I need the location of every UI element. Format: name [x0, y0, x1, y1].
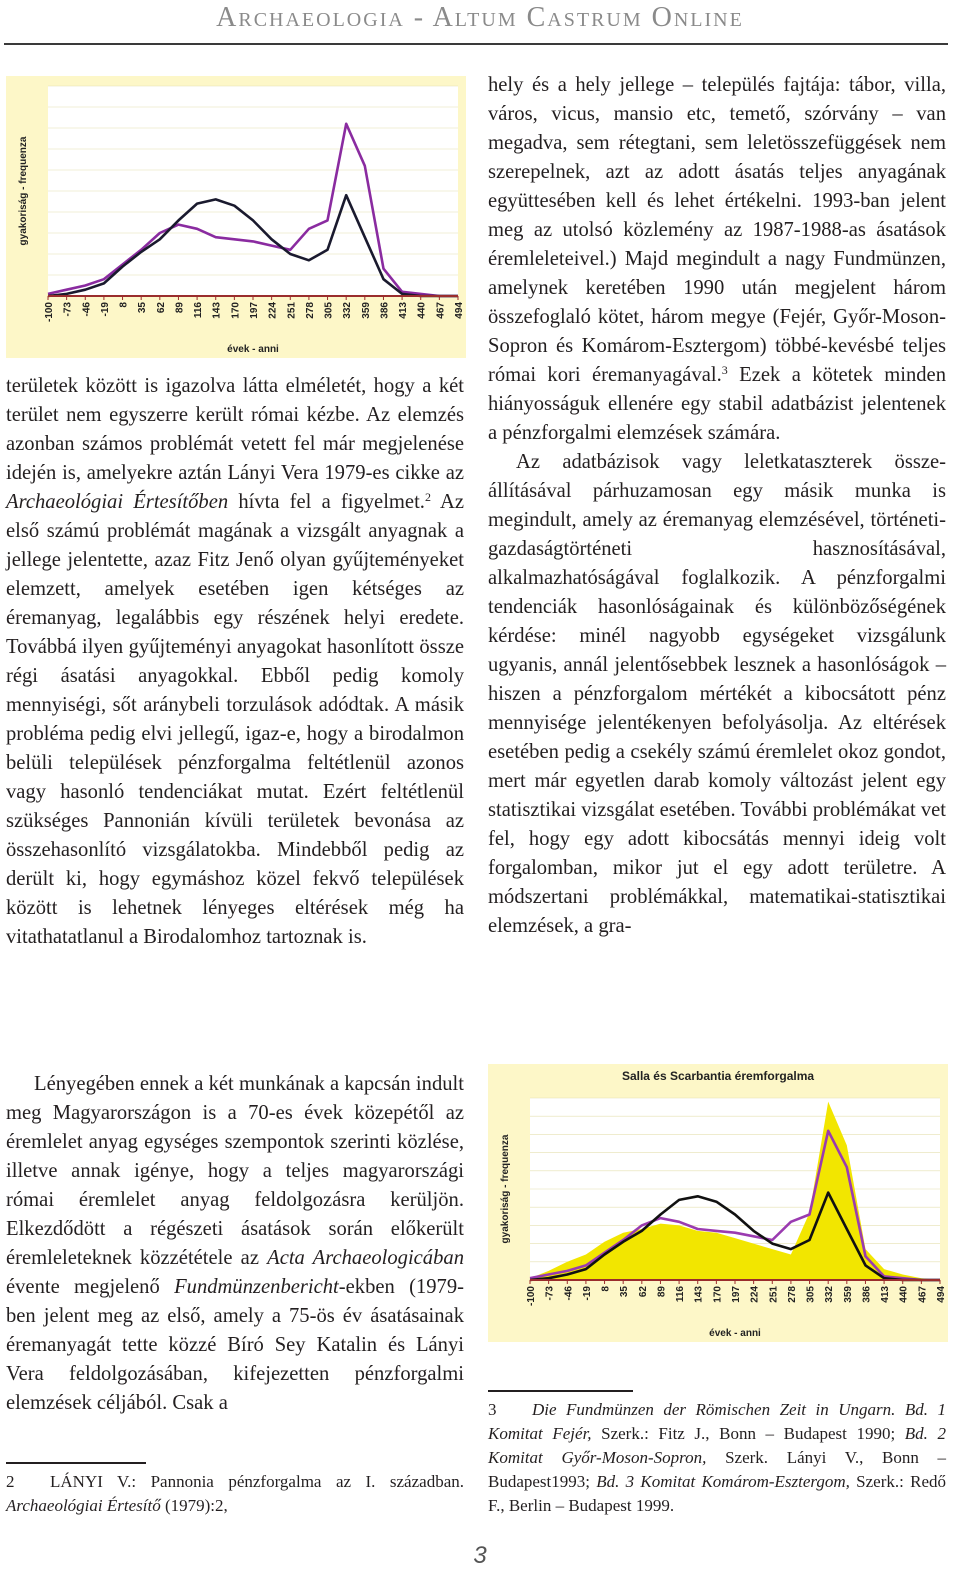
italic-text: Die Fundmünzen der Römischen Zeit in Ungarn. Bd. 1 Komitat Fejér,	[488, 1400, 946, 1443]
text: LÁNYI V.: Pannonia pénzforgalma az I. században.	[50, 1472, 464, 1491]
x-axis-label: évek - anni	[709, 1328, 761, 1339]
x-tick-label: 62	[637, 1286, 649, 1298]
x-tick-label: 143	[693, 1286, 705, 1303]
paragraph	[6, 372, 464, 952]
x-tick-label: 494	[936, 1286, 947, 1303]
footnote-rule-right	[488, 1390, 633, 1392]
chart-1	[6, 76, 466, 358]
text: Az első számú problémát magának a vizsgált anyagnak a jellege jelentette, azaz Fitz Jenő olyan gyűjteményeket elemzett, amelyek esetében igen kétséges az éremanyag, legalábbis egy részének helyi eredete. Továbbá ilyen gyűjteményi anyagokat hasonlított össze régi ásatási anyagokkal. Ebből pedig komoly mennyiségi, sőt aránybeli torzulások adódtak. A másik probléma pedig elvi jellegű, igaz-e, hogy a birodalmon belüli települések pénzforgalma feltétlenül azonos vagy hasonló tendenciákat mutat. Ezért feltétlenül szükséges Pannonián kívüli területek bevonása az összehasonlító vizsgálatokba. Mindebből pedig az derült ki, hogy egymáshoz közel fekvő települések között is lehetnek lényeges eltérések még ha vitathatatlanul a Birodalomhoz tartoznak is.	[6, 491, 464, 948]
x-tick-label: 8	[600, 1286, 612, 1292]
x-tick-label: 413	[398, 302, 410, 319]
x-tick-label: 251	[286, 302, 298, 319]
x-tick-label: 386	[861, 1286, 873, 1303]
footnote-ref-2[interactable]: 2	[424, 490, 431, 504]
x-tick-label: 170	[712, 1286, 724, 1303]
x-tick-label: -73	[62, 302, 74, 317]
x-tick-label: -100	[526, 1286, 537, 1307]
journal-title: Archaeologia - Altum Castrum Online	[216, 2, 744, 33]
x-tick-label: -19	[581, 1286, 593, 1301]
x-tick-label: 413	[880, 1286, 892, 1303]
x-tick-label: 170	[230, 302, 242, 319]
left-column-upper	[6, 372, 464, 952]
running-header	[0, 0, 960, 46]
footnote-3	[488, 1398, 946, 1518]
x-tick-label: -100	[44, 302, 55, 323]
x-tick-label: 197	[249, 302, 260, 319]
text: hely és a hely jellege – település fajtája: tábor, villa, város, vicus, mansio etc, temető, szórvány – van megadva, sem rétegtani, sem leletösszefüggések nem szerepelnek, azt az adott ásatás teljes anyagának együttesében kell és lehet értékelni. 1993-ban jelent meg az utolsó közlemény az 1987-1988-as ásatások éremleleteivel.) Majd megindult a nagy Fundmünzen, amelynek keretében 1990 után megjelent három összefoglaló kötet, három megye (Fejér, Győr-Moson-Sopron és Komárom-Esztergom) többé-kevésbé teljes római kori éremanyagával.	[488, 74, 946, 386]
x-tick-label: 143	[211, 302, 223, 319]
text: Lényegében ennek a két munkának a kapcsán indult meg Magyarországon is a 70-es évek közepétől az éremlelet anyag egységes szempontok szerinti közlése, illetve annak igénye, hogy a teljes magyarországi római éremlelet anyag feldolgozásra kerüljön. Elkezdődött a régészeti ásatások során előkerült éremleleteknek közzététele az	[6, 1073, 464, 1269]
x-tick-label: 278	[786, 1286, 798, 1303]
x-tick-label: 278	[304, 302, 316, 319]
x-tick-label: 224	[749, 1286, 761, 1303]
text: Szerk.: Redő F., Berlin – Budapest 1999.	[488, 1472, 946, 1515]
x-tick-label: 440	[416, 302, 428, 319]
chart-2-svg	[488, 1064, 948, 1342]
x-tick-label: 251	[768, 1286, 780, 1303]
x-tick-label: 35	[137, 302, 149, 314]
header-rule	[4, 43, 948, 45]
footnote-rule-left	[6, 1462, 146, 1464]
italic-text: Archaeológiai Értesítő	[6, 1496, 161, 1515]
x-tick-label: 35	[619, 1286, 631, 1298]
y-axis-label: gyakoriság - frequenza	[500, 1134, 511, 1244]
x-tick-label: 332	[342, 302, 354, 319]
x-tick-label: 89	[174, 302, 186, 314]
footnote-ref-3[interactable]: 3	[721, 363, 728, 377]
x-tick-label: 359	[360, 302, 372, 319]
x-axis-label: évek - anni	[227, 344, 279, 355]
paragraph	[488, 71, 946, 448]
italic-text: Fundmünzenbericht	[174, 1276, 339, 1298]
text: évente megjelenő	[6, 1276, 175, 1298]
x-tick-label: -46	[563, 1286, 575, 1301]
x-tick-label: 224	[267, 302, 279, 319]
text: Szerk. Lányi V., Bonn – Budapest1993;	[488, 1448, 947, 1491]
x-tick-label: 305	[805, 1286, 817, 1303]
chart-title: Salla és Scarbantia éremforgalma	[621, 1069, 815, 1083]
chart-2	[488, 1064, 948, 1342]
paragraph	[488, 448, 946, 941]
x-tick-label: 197	[731, 1286, 742, 1303]
page-number: 3	[473, 1542, 487, 1569]
text: Az adatbázisok vagy leletkataszterek összeállításával párhuzamosan egy másik munka is megindult, amely az éremanyag elemzésével, történeti-gazdaságtörténeti hasznosításával, alkalmazhatóságával foglalkozik. A pénzforgalmi tendenciák hasonlóságainak és különbözőségének kérdése: minél nagyobb egységeket vizsgálunk ugyanis, annál jelentősebbek lesznek a hasonlóságok – hiszen a pénzforgalom mértékét a kibocsátott pénz mennyisége jelentékenyen befolyásolja. Az eltérések esetében pedig a csekély számú éremlelet okoz gondot, mert már egyetlen darab komoly változást jelent egy statisztikai vizsgálat esetében. További problémákat vet fel, hogy egy adott kibocsátás mennyi ideig volt forgalomban, mikor jut el egy adott területre. A módszertani problémákkal, matematikai-statisztikai elemzések, a gra-	[488, 451, 946, 937]
x-tick-label: -73	[544, 1286, 556, 1301]
right-column	[488, 71, 946, 941]
x-tick-label: 359	[842, 1286, 854, 1303]
footnote-2	[6, 1470, 464, 1518]
text: (1979):2,	[160, 1496, 228, 1515]
y-axis-label: gyakoriság - frequenza	[18, 136, 29, 246]
x-tick-label: 332	[824, 1286, 836, 1303]
x-tick-label: 8	[118, 302, 130, 308]
paragraph	[6, 1070, 464, 1418]
x-tick-label: 386	[379, 302, 391, 319]
text: -ekben (1979-ben jelent meg az első, amely a 75-ös év ásatásainak éremanyagát tette közzé Bíró Sey Katalin és Lányi Vera feldolgozásában, kifejezetten pénzforgalmi elemzések céljából. Csak a	[6, 1276, 464, 1414]
x-tick-label: 116	[675, 1286, 687, 1303]
text: Szerk.: Fitz J., Bonn – Budapest 1990;	[591, 1424, 905, 1443]
x-tick-label: 494	[454, 302, 465, 319]
x-tick-label: 89	[656, 1286, 668, 1298]
x-tick-label: 116	[193, 302, 205, 319]
x-tick-label: 62	[155, 302, 167, 314]
x-tick-label: -19	[99, 302, 111, 317]
x-tick-label: 440	[898, 1286, 910, 1303]
text: hívta fel a figyelmet.	[228, 491, 425, 513]
chart-1-svg	[6, 76, 466, 358]
italic-text: Acta Archaeologicában	[267, 1247, 464, 1269]
italic-text: Archaeológiai Értesítőben	[6, 491, 229, 513]
italic-text: Bd. 3 Komitat Komárom-Esztergom,	[596, 1472, 850, 1491]
italic-text: Bd. 2 Komitat Győr-Moson-Sopron,	[488, 1424, 946, 1467]
x-tick-label: 467	[435, 302, 447, 319]
x-tick-label: 305	[323, 302, 335, 319]
footnote-number: 3	[488, 1400, 497, 1419]
text: Ezek a kötetek minden hiányosságuk ellenére egy stabil adatbázist jelentenek a pénzforgalmi elemzések számára.	[488, 364, 946, 444]
footnote-number: 2	[6, 1472, 15, 1491]
left-column-lower	[6, 1070, 464, 1418]
text: területek között is igazolva látta elméletét, hogy a két terület nem egyszerre került római kézbe. Az elemzés azonban számos problémát vetett fel már megjelenése idején is, amelyekre aztán Lányi Vera 1979-es cikke az	[6, 375, 464, 484]
x-tick-label: 467	[917, 1286, 929, 1303]
x-tick-label: -46	[81, 302, 93, 317]
